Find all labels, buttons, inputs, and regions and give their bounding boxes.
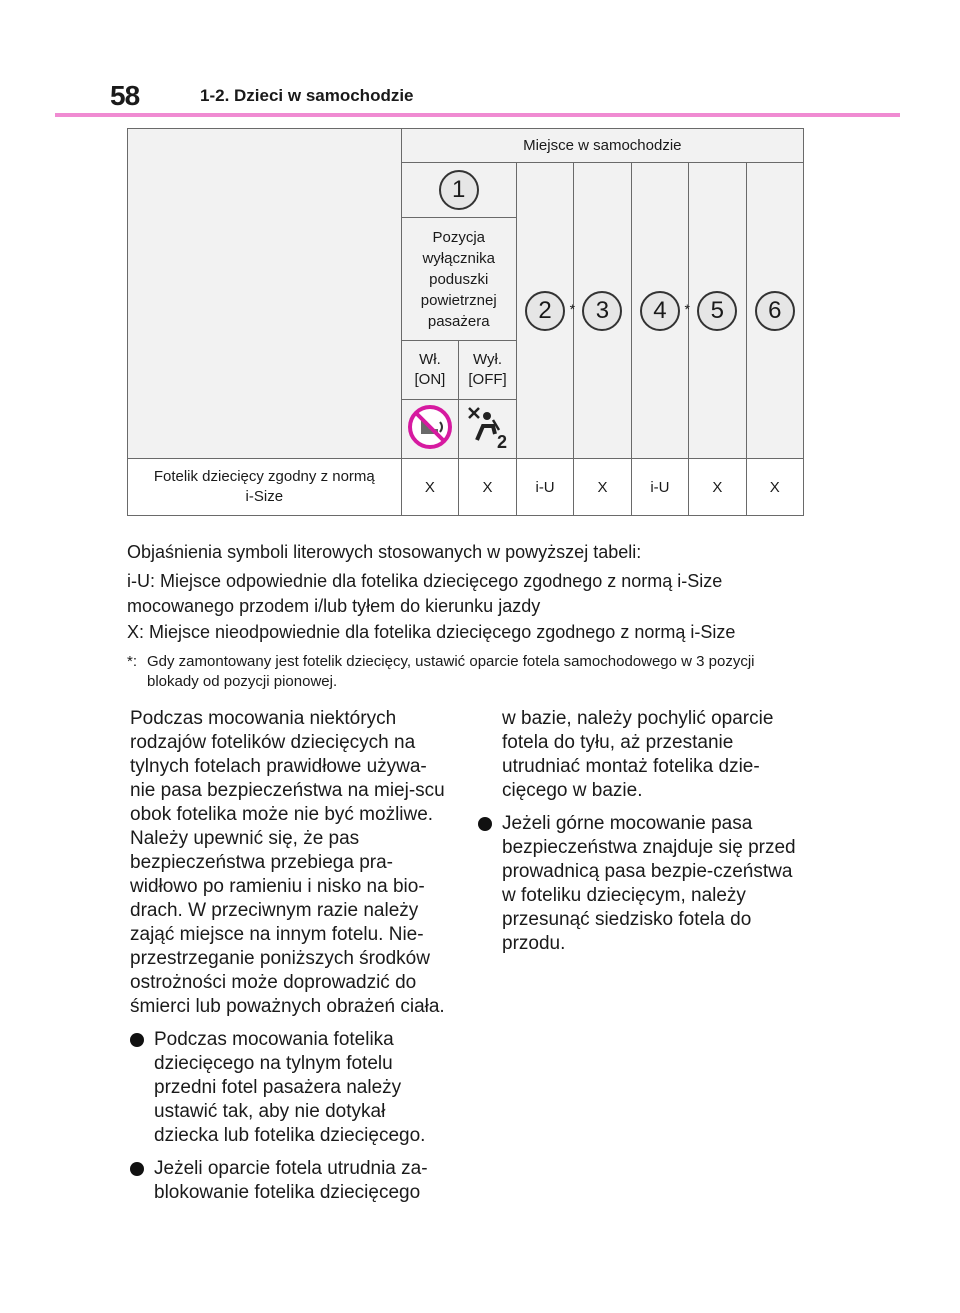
seat-2-cell: [516, 163, 576, 459]
header-rule: [55, 113, 900, 117]
bullet-icon: [130, 1162, 144, 1176]
table-corner-cell: [128, 129, 402, 459]
switch-off-label: Wył. [OFF]: [468, 351, 507, 388]
seat-5-cell: [689, 163, 746, 459]
value-cell: i-U: [631, 459, 688, 516]
value-cell: X: [746, 459, 803, 516]
left-column: [130, 707, 452, 1214]
switch-on-label: Wł. [ON]: [414, 351, 446, 388]
list-item: Jeżeli oparcie fotela utrudnia za-blokowanie fotelika dziecięcego: [130, 1157, 452, 1205]
airbag-on-icon-cell: [459, 400, 517, 459]
isize-row-label: Fotelik dziecięcy zgodny z normą i-Size: [128, 459, 402, 516]
value-cell: X: [574, 459, 631, 516]
list-item: Jeżeli górne mocowanie pasa bezpieczeństwa znajduje się przed prowadnicą pasa bezpie-czeństwa w foteliku dziecięcym, należy przesunąć siedzisko fotela do przodu.: [478, 812, 800, 956]
airbag-off-icon-cell: [401, 400, 459, 459]
page-header: [110, 78, 900, 114]
page-number: 58: [110, 80, 140, 111]
bullet-icon: [478, 817, 492, 831]
seat-1-cell: [401, 163, 516, 218]
seat-4-asterisk: *: [684, 300, 690, 317]
seat-4-number: 4 *: [640, 291, 680, 331]
seat-4-cell: [631, 163, 688, 459]
airbag-on-passenger-icon: [465, 404, 511, 450]
seat-3-number: 3: [582, 291, 622, 331]
value-cell: X: [401, 459, 459, 516]
seat-3-cell: [574, 163, 631, 459]
list-item-continuation: w bazie, należy pochylić oparcie fotela do tyłu, aż przestanie utrudniać montaż fotelika dzie-cięcego w bazie.: [502, 708, 774, 801]
airbag-off-child-seat-icon: [407, 404, 453, 450]
bullet-icon: [130, 1033, 144, 1047]
switch-on-cell: [401, 341, 459, 400]
value-cell: i-U: [516, 459, 573, 516]
value-cell: X: [689, 459, 746, 516]
right-column: [478, 707, 800, 965]
legend-intro: Objaśnienia symboli literowych stosowanych w powyższej tabeli:: [127, 542, 642, 562]
airbag-switch-cell: [401, 218, 516, 341]
note-text: Gdy zamontowany jest fotelik dziecięcy, ustawić oparcie fotela samochodowego w 3 pozycji blokady od pozycji pionowej.: [147, 653, 755, 690]
note-mark: *:: [127, 653, 138, 670]
seat-1-number: 1: [439, 170, 479, 210]
chapter-title: 1-2. Dzieci w samochodzie: [200, 86, 414, 105]
value-cell: X: [459, 459, 517, 516]
list-item: Podczas mocowania fotelika dziecięcego na tylnym fotelu przedni fotel pasażera należy ustawić tak, aby nie dotykał dziecka lub fotelika dziecięcego.: [130, 1028, 452, 1148]
seat-6-cell: [746, 163, 803, 459]
seat-5-number: 5: [697, 291, 737, 331]
switch-off-cell: [459, 341, 517, 400]
legend-x: X: Miejsce nieodpowiednie dla fotelika dziecięcego zgodnego z normą i-Size: [127, 622, 736, 642]
legend-iu: i-U: Miejsce odpowiednie dla fotelika dziecięcego zgodnego z normą i-Size mocowanego przodem i/lub tyłem do kierunku jazdy: [127, 571, 723, 616]
seat-position-header: Miejsce w samochodzie: [401, 129, 803, 163]
seat-compatibility-table: [127, 128, 804, 516]
svg-text:2: 2: [496, 432, 507, 450]
airbag-switch-label: Pozycja wyłącznika poduszki powietrznej pasażera: [420, 228, 497, 330]
seat-6-number: 6: [755, 291, 795, 331]
warning-paragraph: Podczas mocowania niektórych rodzajów fotelików dziecięcych na tylnych fotelach prawidłowe używa-nie pasa bezpieczeństwa na miej-scu obok fotelika może nie być możliwe. Należy upewnić się, że pas bezpieczeństwa przebiega pra-widłowo po ramieniu i nisko na bio-drach. W przeciwnym razie należy zająć miejsce na innym fotelu. Nie-przestrzeganie poniższych środków ostrożności może doprowadzić do śmierci lub poważnych obrażeń ciała.: [130, 708, 445, 1017]
seat-2-asterisk: *: [569, 300, 576, 317]
seat-2-number: 2 *: [525, 291, 565, 331]
